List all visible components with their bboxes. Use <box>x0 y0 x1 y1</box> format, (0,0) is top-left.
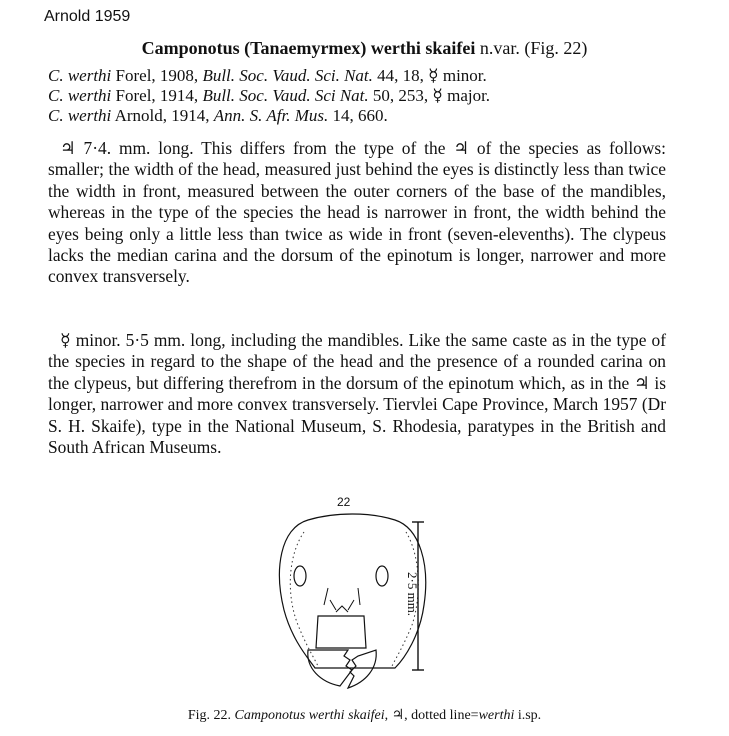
reference-details: 44, 18, ☿ minor. <box>372 66 487 85</box>
caption-mid: , ♃, dotted line= <box>384 708 479 723</box>
clypeus <box>316 616 366 648</box>
reference-taxon: C. werthi <box>48 66 112 85</box>
right-eye <box>376 566 388 586</box>
left-eye <box>294 566 306 586</box>
caption-taxon-2: werthi <box>478 708 515 723</box>
species-title-rest: n.var. (Fig. 22) <box>475 38 588 58</box>
caption-taxon: Camponotus werthi skaifei <box>234 708 385 723</box>
reference-item <box>48 86 490 106</box>
dotted-comparison-outline <box>290 532 418 666</box>
description-minor <box>48 330 666 458</box>
caption-suffix: i.sp. <box>514 708 542 723</box>
reference-journal: Bull. Soc. Vaud. Sci Nat. <box>202 86 369 105</box>
figure-number: 22 <box>337 495 351 509</box>
reference-journal: Ann. S. Afr. Mus. <box>213 106 329 125</box>
paragraph-major-text: ♃ 7·4. mm. long. This differs from the type of the ♃ of the species as follows: smaller; the width of the head, measured just behind the eyes is distinctly less than twice the width in front, measured between the outer corners of the base of the mandibles, whereas in the type of the species the head is narrower in front, the width behind the eyes being only a little less than twice as wide in front (seven-elevenths). The clypeus lacks the median carina and the dorsum of the epinotum is longer, narrower and more convex transversely. <box>48 138 666 287</box>
reference-item <box>48 106 490 126</box>
scale-label: 2·5 mm. <box>405 572 420 617</box>
reference-author: Forel, 1908, <box>111 66 203 85</box>
right-mandible <box>348 650 376 688</box>
reference-journal: Bull. Soc. Vaud. Sci. Nat. <box>202 66 373 85</box>
reference-author: Arnold, 1914, <box>111 106 214 125</box>
page-header-label: Arnold 1959 <box>44 8 131 25</box>
caption-prefix: Fig. 22. <box>187 708 235 723</box>
paragraph-minor-text: ☿ minor. 5·5 mm. long, including the mandibles. Like the same caste as in the type of the species in regard to the shape of the head and the presence of a rounded carina on the clypeus, but differing therefrom in the dorsum of the epinotum which, as in the ♃ is longer, narrower and more convex transversely. Tiervlei Cape Province, March 1957 (Dr S. H. Skaife), type in the National Museum, S. Rhodesia, paratypes in the British and South African Museums. <box>48 330 666 458</box>
reference-item <box>48 66 490 86</box>
species-title <box>0 38 729 59</box>
antennal-insertion <box>336 606 348 612</box>
reference-taxon: C. werthi <box>48 106 112 125</box>
reference-taxon: C. werthi <box>48 86 112 105</box>
reference-details: 50, 253, ☿ major. <box>368 86 491 105</box>
species-title-bold: Camponotus (Tanaemyrmex) werthi skaifei <box>141 38 476 58</box>
reference-author: Forel, 1914, <box>111 86 203 105</box>
reference-list <box>48 66 490 126</box>
reference-details: 14, 660. <box>328 106 388 125</box>
description-major <box>48 138 666 288</box>
figure-caption <box>0 707 729 724</box>
